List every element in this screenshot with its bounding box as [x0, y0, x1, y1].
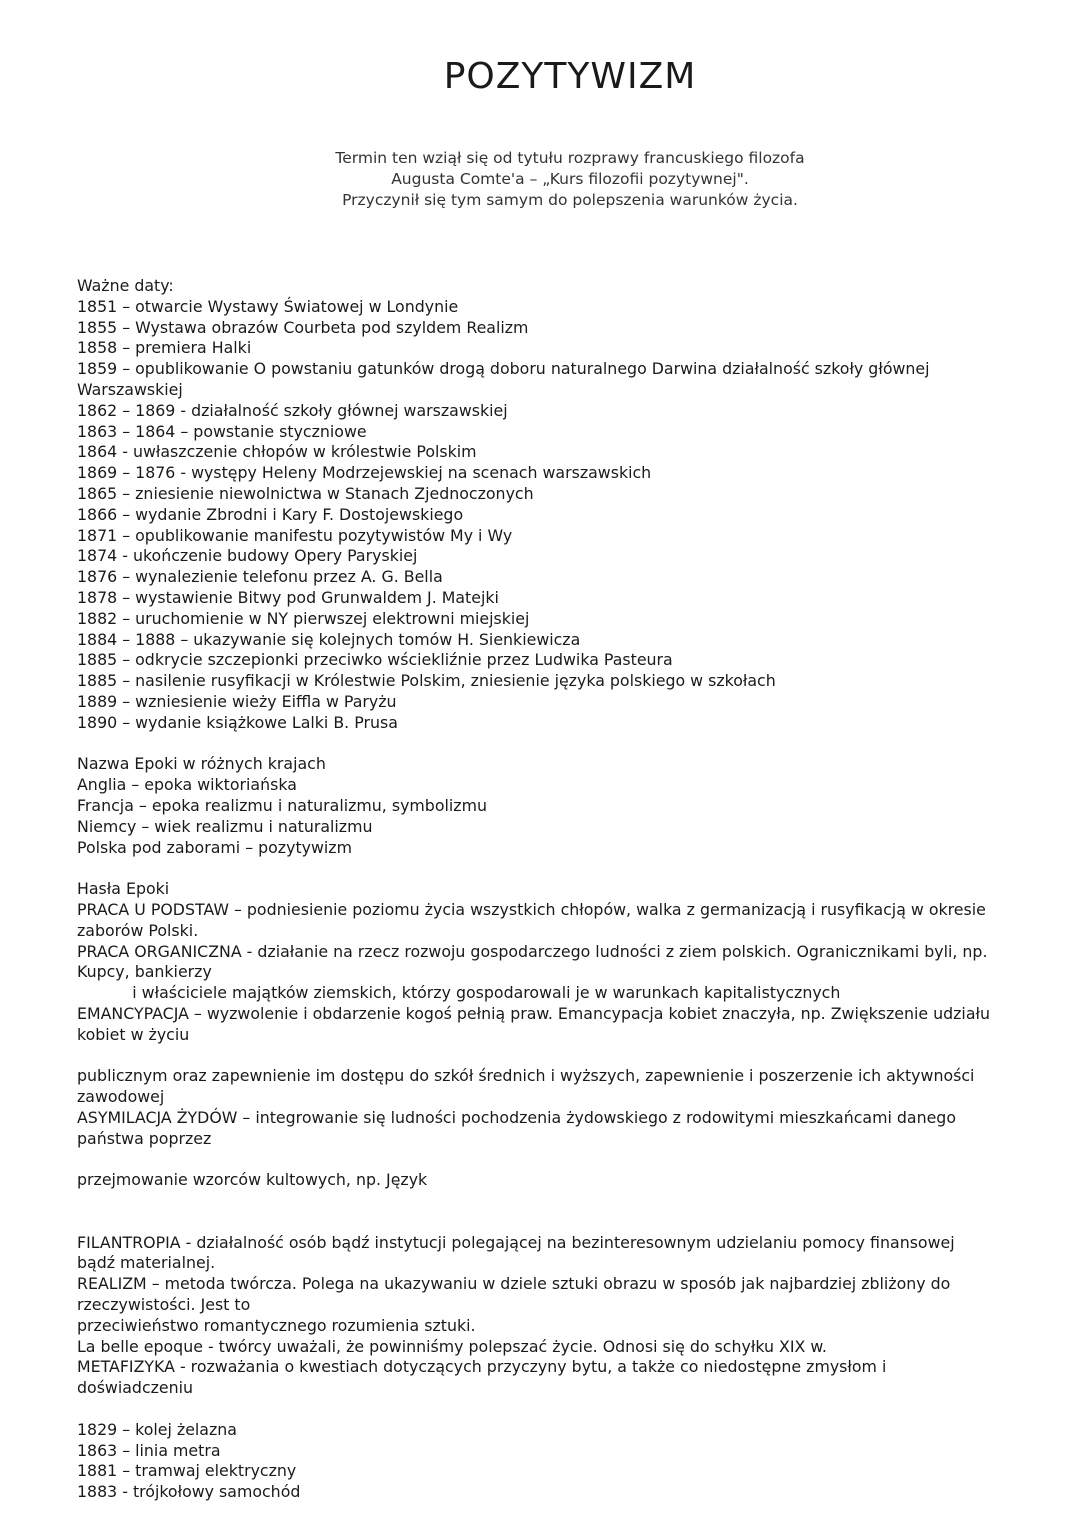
intro-line: Przyczynił się tym samym do polepszenia warunków życia. [342, 191, 798, 209]
text-line: REALIZM – metoda twórcza. Polega na ukazywaniu w dziele sztuki obrazu w sposób jak najbardziej zbliżony do [77, 1274, 951, 1294]
text-line: 1864 - uwłaszczenie chłopów w królestwie Polskim [77, 442, 477, 462]
text-line: 1884 – 1888 – ukazywanie się kolejnych tomów H. Sienkiewicza [77, 629, 581, 649]
text-line: publicznym oraz zapewnienie im dostępu do szkół średnich i wyższych, zapewnienie i poszerzenie ich aktywności [77, 1066, 975, 1086]
text-line: 1863 – 1864 – powstanie styczniowe [77, 421, 367, 441]
text-line: 1866 – wydanie Zbrodni i Kary F. Dostojewskiego [77, 504, 464, 524]
text-line: 1862 – 1869 - działalność szkoły głównej warszawskiej [77, 400, 508, 420]
text-line: 1851 – otwarcie Wystawy Światowej w Londynie [77, 296, 459, 316]
blank-line [77, 734, 1067, 755]
text-line: FILANTROPIA - działalność osób bądź instytucji polegającej na bezinteresownym udzielaniu pomocy finansowej [77, 1232, 955, 1252]
text-line: 1859 – opublikowanie O powstaniu gatunków drogą doboru naturalnego Darwina działalność szkoły głównej [77, 359, 930, 379]
text-line: METAFIZYKA - rozważania o kwestiach dotyczących przyczyny bytu, a także co niedostępne zmysłom i [77, 1357, 887, 1377]
text-line: Anglia – epoka wiktoriańska [77, 775, 297, 795]
text-line: doświadczeniu [77, 1378, 194, 1398]
blank-line [77, 1149, 1067, 1170]
text-line: 1829 – kolej żelazna [77, 1419, 237, 1439]
text-line: zawodowej [77, 1087, 165, 1107]
text-line: przeciwieństwo romantycznego rozumienia sztuki. [77, 1315, 476, 1335]
text-line: 1871 – opublikowanie manifestu pozytywistów My i Wy [77, 525, 513, 545]
text-line: przejmowanie wzorców kultowych, np. Język [77, 1170, 428, 1190]
text-line: 1876 – wynalezienie telefonu przez A. G. Bella [77, 567, 443, 587]
intro-line: Termin ten wziął się od tytułu rozprawy francuskiego filozofa [335, 149, 805, 167]
text-line: i właściciele majątków ziemskich, którzy gospodarowali je w warunkach kapitalistycznych [77, 983, 841, 1003]
text-line: państwa poprzez [77, 1128, 212, 1148]
intro-line: Augusta Comte'a – „Kurs filozofii pozytywnej". [391, 170, 749, 188]
text-line: kobiet w życiu [77, 1024, 190, 1044]
text-line: PRACA ORGANICZNA - działanie na rzecz rozwoju gospodarczego ludności z ziem polskich. Ogranicznikami byli, np. [77, 941, 988, 961]
blank-line [77, 858, 1067, 879]
text-line: bądź materialnej. [77, 1253, 216, 1273]
text-line: zaborów Polski. [77, 920, 199, 940]
text-line: Niemcy – wiek realizmu i naturalizmu [77, 816, 373, 836]
text-line: rzeczywistości. Jest to [77, 1295, 251, 1315]
text-line: 1883 - trójkołowy samochód [77, 1482, 301, 1502]
text-line: Kupcy, bankierzy [77, 962, 212, 982]
text-line: 1869 – 1876 - występy Heleny Modrzejewskiej na scenach warszawskich [77, 463, 652, 483]
text-line: EMANCYPACJA – wyzwolenie i obdarzenie kogoś pełnią praw. Emancypacja kobiet znaczyła, np. Zwiększenie udziału [77, 1003, 990, 1023]
text-line: 1858 – premiera Halki [77, 338, 252, 358]
blank-line [77, 1191, 1067, 1212]
text-line: 1890 – wydanie książkowe Lalki B. Prusa [77, 712, 398, 732]
text-line: 1878 – wystawienie Bitwy pod Grunwaldem J. Matejki [77, 587, 499, 607]
text-line: 1889 – wzniesienie wieży Eiffla w Paryżu [77, 691, 397, 711]
text-line: 1865 – zniesienie niewolnictwa w Stanach Zjednoczonych [77, 483, 534, 503]
blank-line [77, 1212, 1067, 1233]
text-line: ASYMILACJA ŻYDÓW – integrowanie się ludności pochodzenia żydowskiego z rodowitymi mieszkańcami danego [77, 1107, 957, 1127]
text-line: 1881 – tramwaj elektryczny [77, 1461, 297, 1481]
text-line: Nazwa Epoki w różnych krajach [77, 754, 326, 774]
text-line: 1863 – linia metra [77, 1440, 221, 1460]
text-line: 1885 – odkrycie szczepionki przeciwko wściekliźnie przez Ludwika Pasteura [77, 650, 673, 670]
text-line: La belle epoque - twórcy uważali, że powinniśmy polepszać życie. Odnosi się do schyłku XIX w. [77, 1336, 827, 1356]
text-line: Warszawskiej [77, 379, 183, 399]
text-line: PRACA U PODSTAW – podniesienie poziomu życia wszystkich chłopów, walka z germanizacją i rusyfikacją w okresie [77, 899, 986, 919]
text-line: 1874 - ukończenie budowy Opery Paryskiej [77, 546, 418, 566]
text-line: Hasła Epoki [77, 879, 170, 899]
document-body [77, 276, 1067, 1503]
blank-line [77, 1399, 1067, 1420]
text-line: Polska pod zaborami – pozytywizm [77, 837, 352, 857]
blank-line [77, 1045, 1067, 1066]
page-title: POZYTYWIZM [443, 56, 697, 97]
text-line: 1855 – Wystawa obrazów Courbeta pod szyldem Realizm [77, 317, 529, 337]
text-line: 1882 – uruchomienie w NY pierwszej elektrowni miejskiej [77, 608, 530, 628]
text-line: Ważne daty: [77, 276, 174, 295]
text-line: Francja – epoka realizmu i naturalizmu, symbolizmu [77, 795, 487, 815]
text-line: 1885 – nasilenie rusyfikacji w Królestwie Polskim, zniesienie języka polskiego w szkołach [77, 671, 776, 691]
intro-paragraph [0, 148, 1080, 211]
